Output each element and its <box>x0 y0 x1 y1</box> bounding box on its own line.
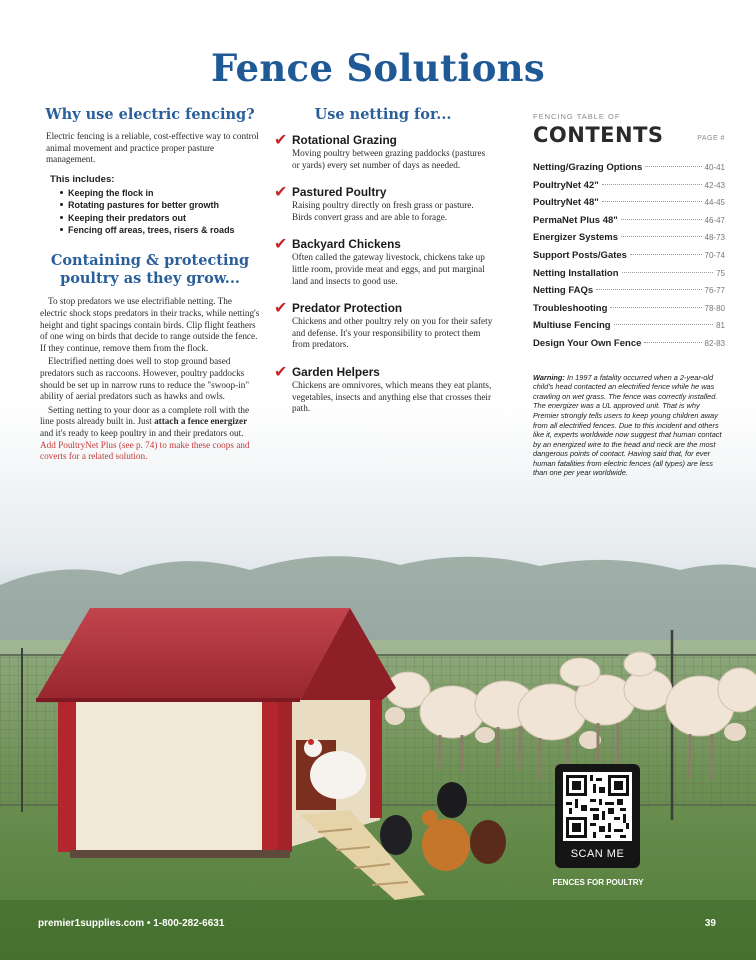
bullet-icon <box>60 191 63 194</box>
toc-item[interactable]: Netting Installation 75 <box>533 267 725 279</box>
use-item-pastured-poultry <box>272 182 494 223</box>
use-netting-heading: Use netting for... <box>314 106 452 123</box>
bullet-icon <box>60 216 63 219</box>
bullet-icon <box>60 228 63 231</box>
use-item-title: Backyard Chickens <box>292 237 401 252</box>
list-item: Keeping the flock in <box>60 187 260 199</box>
includes-list <box>60 187 260 237</box>
toc-header <box>533 121 725 147</box>
table-of-contents <box>533 159 725 353</box>
left-column <box>40 106 260 465</box>
use-item-title: Predator Protection <box>292 301 403 316</box>
containing-paragraph-2: Electrified netting does well to stop ground based predators such as raccoons. However, poultry paddocks should be set up in narrow runs to reduce the "swoop-in" ability of aerial predators such as hawks and owls. <box>40 356 250 402</box>
safety-warning: Warning: In 1997 a fatality occurred when a 2-year-old child's head contacted an electrified fence while he was crawling on wet grass. The fence was correctly installed. The energizer was a UL approved unit. That is why Premier strongly tells users to keep young children away from all electrified fences. Due to this incident and others like it, experts worldwide now suggest that human contact by an energized wire to the head and neck are the most dangerous points of contact. Having said that, for ever human fatalities from electric fences (all types) are less than one per year worldwide. <box>533 372 722 478</box>
includes-label: This includes: <box>50 173 115 185</box>
use-item-title: Pastured Poultry <box>292 185 387 200</box>
bullet-icon <box>60 203 63 206</box>
qr-scan-label: SCAN ME <box>570 848 625 860</box>
why-electric-intro: Electric fencing is a reliable, cost-effective way to control animal movement and practice proper pasture management. <box>46 131 259 165</box>
toc-item[interactable]: Support Posts/Gates 70-74 <box>533 249 725 261</box>
toc-item[interactable]: Energizer Systems 48-73 <box>533 232 725 244</box>
use-item-title: Garden Helpers <box>292 364 380 379</box>
use-item-text: Moving poultry between grazing paddocks (pastures or yards) every set number of days as needed. <box>292 148 486 170</box>
toc-item[interactable]: PoultryNet 42" 42-43 <box>533 179 725 191</box>
check-icon: ✔ <box>274 298 288 318</box>
footer-contact[interactable]: premier1supplies.com • 1-800-282-6631 <box>38 918 225 929</box>
middle-column <box>272 106 494 429</box>
use-item-backyard-chickens <box>272 234 494 287</box>
page-title: Fence Solutions <box>210 46 546 90</box>
why-electric-heading: Why use electric fencing? <box>45 106 255 123</box>
containing-paragraph-1: To stop predators we use electrifiable netting. The electric shock stops predators in their tracks, while netting's height and tight spacings contain birds. Clip flight feathers of one wing on birds that decide to range outside the fence. If they continue, remove them from the flock. <box>40 296 260 353</box>
toc-item[interactable]: Design Your Own Fence 82-83 <box>533 337 725 349</box>
list-item: Rotating pastures for better growth <box>60 199 260 211</box>
poultrynet-link[interactable]: Add PoultryNet Plus (see p. 74) to make these coops and coverts for a related solution. <box>40 439 250 462</box>
qr-code-icon <box>563 772 632 841</box>
check-icon: ✔ <box>274 130 288 149</box>
use-item-text: Chickens are omnivores, which means they eat plants, vegetables, insects and anything else that crosses their path. <box>292 379 492 414</box>
use-item-text: Often called the gateway livestock, chickens take up little room, provide meat and eggs, and put marginal land and insects to good use. <box>292 252 485 286</box>
toc-kicker: FENCING TABLE OF <box>533 112 621 121</box>
chicken-coop <box>36 608 425 900</box>
page-number: 39 <box>704 918 716 929</box>
toc-title: CONTENTS <box>533 123 664 147</box>
list-item: Keeping their predators out <box>60 212 260 224</box>
right-column <box>533 112 725 478</box>
toc-item[interactable]: Troubleshooting 78-80 <box>533 302 725 314</box>
toc-item[interactable]: Netting/Grazing Options 40-41 <box>533 162 725 173</box>
use-item-title: Rotational Grazing <box>292 133 397 147</box>
toc-item[interactable]: Netting FAQs 76-77 <box>533 285 725 297</box>
use-item-rotational-grazing <box>272 130 494 171</box>
use-item-predator-protection <box>272 298 494 351</box>
energizer-emphasis: attach a fence energizer <box>154 416 248 427</box>
toc-page-label: PAGE # <box>697 135 725 142</box>
toc-item[interactable]: PermaNet Plus 48" 46-47 <box>533 214 725 226</box>
use-item-text: Chickens and other poultry rely on you for their safety and defense. It's your responsibility to protect them from predators. <box>292 316 493 350</box>
toc-item[interactable]: PoultryNet 48" 44-45 <box>533 197 725 209</box>
qr-caption: FENCES FOR POULTRY <box>552 878 644 887</box>
check-icon: ✔ <box>274 361 288 381</box>
use-item-text: Raising poultry directly on fresh grass or pasture. Birds convert grass and are able to forage. <box>292 200 474 222</box>
qr-code-badge[interactable] <box>555 764 640 868</box>
toc-item[interactable]: Multiuse Fencing 81 <box>533 320 725 332</box>
check-icon: ✔ <box>274 182 288 202</box>
list-item: Fencing off areas, trees, risers & roads <box>60 224 260 236</box>
containing-paragraph-3: Setting netting to your door as a complete roll with the line posts already built in. Just attach a fence energizer and it's ready to keep poultry in and their predators out. Add PoultryNet Plus (see p. 74) to make these coops and coverts for a related solution. <box>40 404 250 462</box>
containing-heading: Containing & protecting poultry as they grow... <box>50 252 250 288</box>
use-item-garden-helpers <box>272 361 494 415</box>
check-icon: ✔ <box>274 234 288 254</box>
